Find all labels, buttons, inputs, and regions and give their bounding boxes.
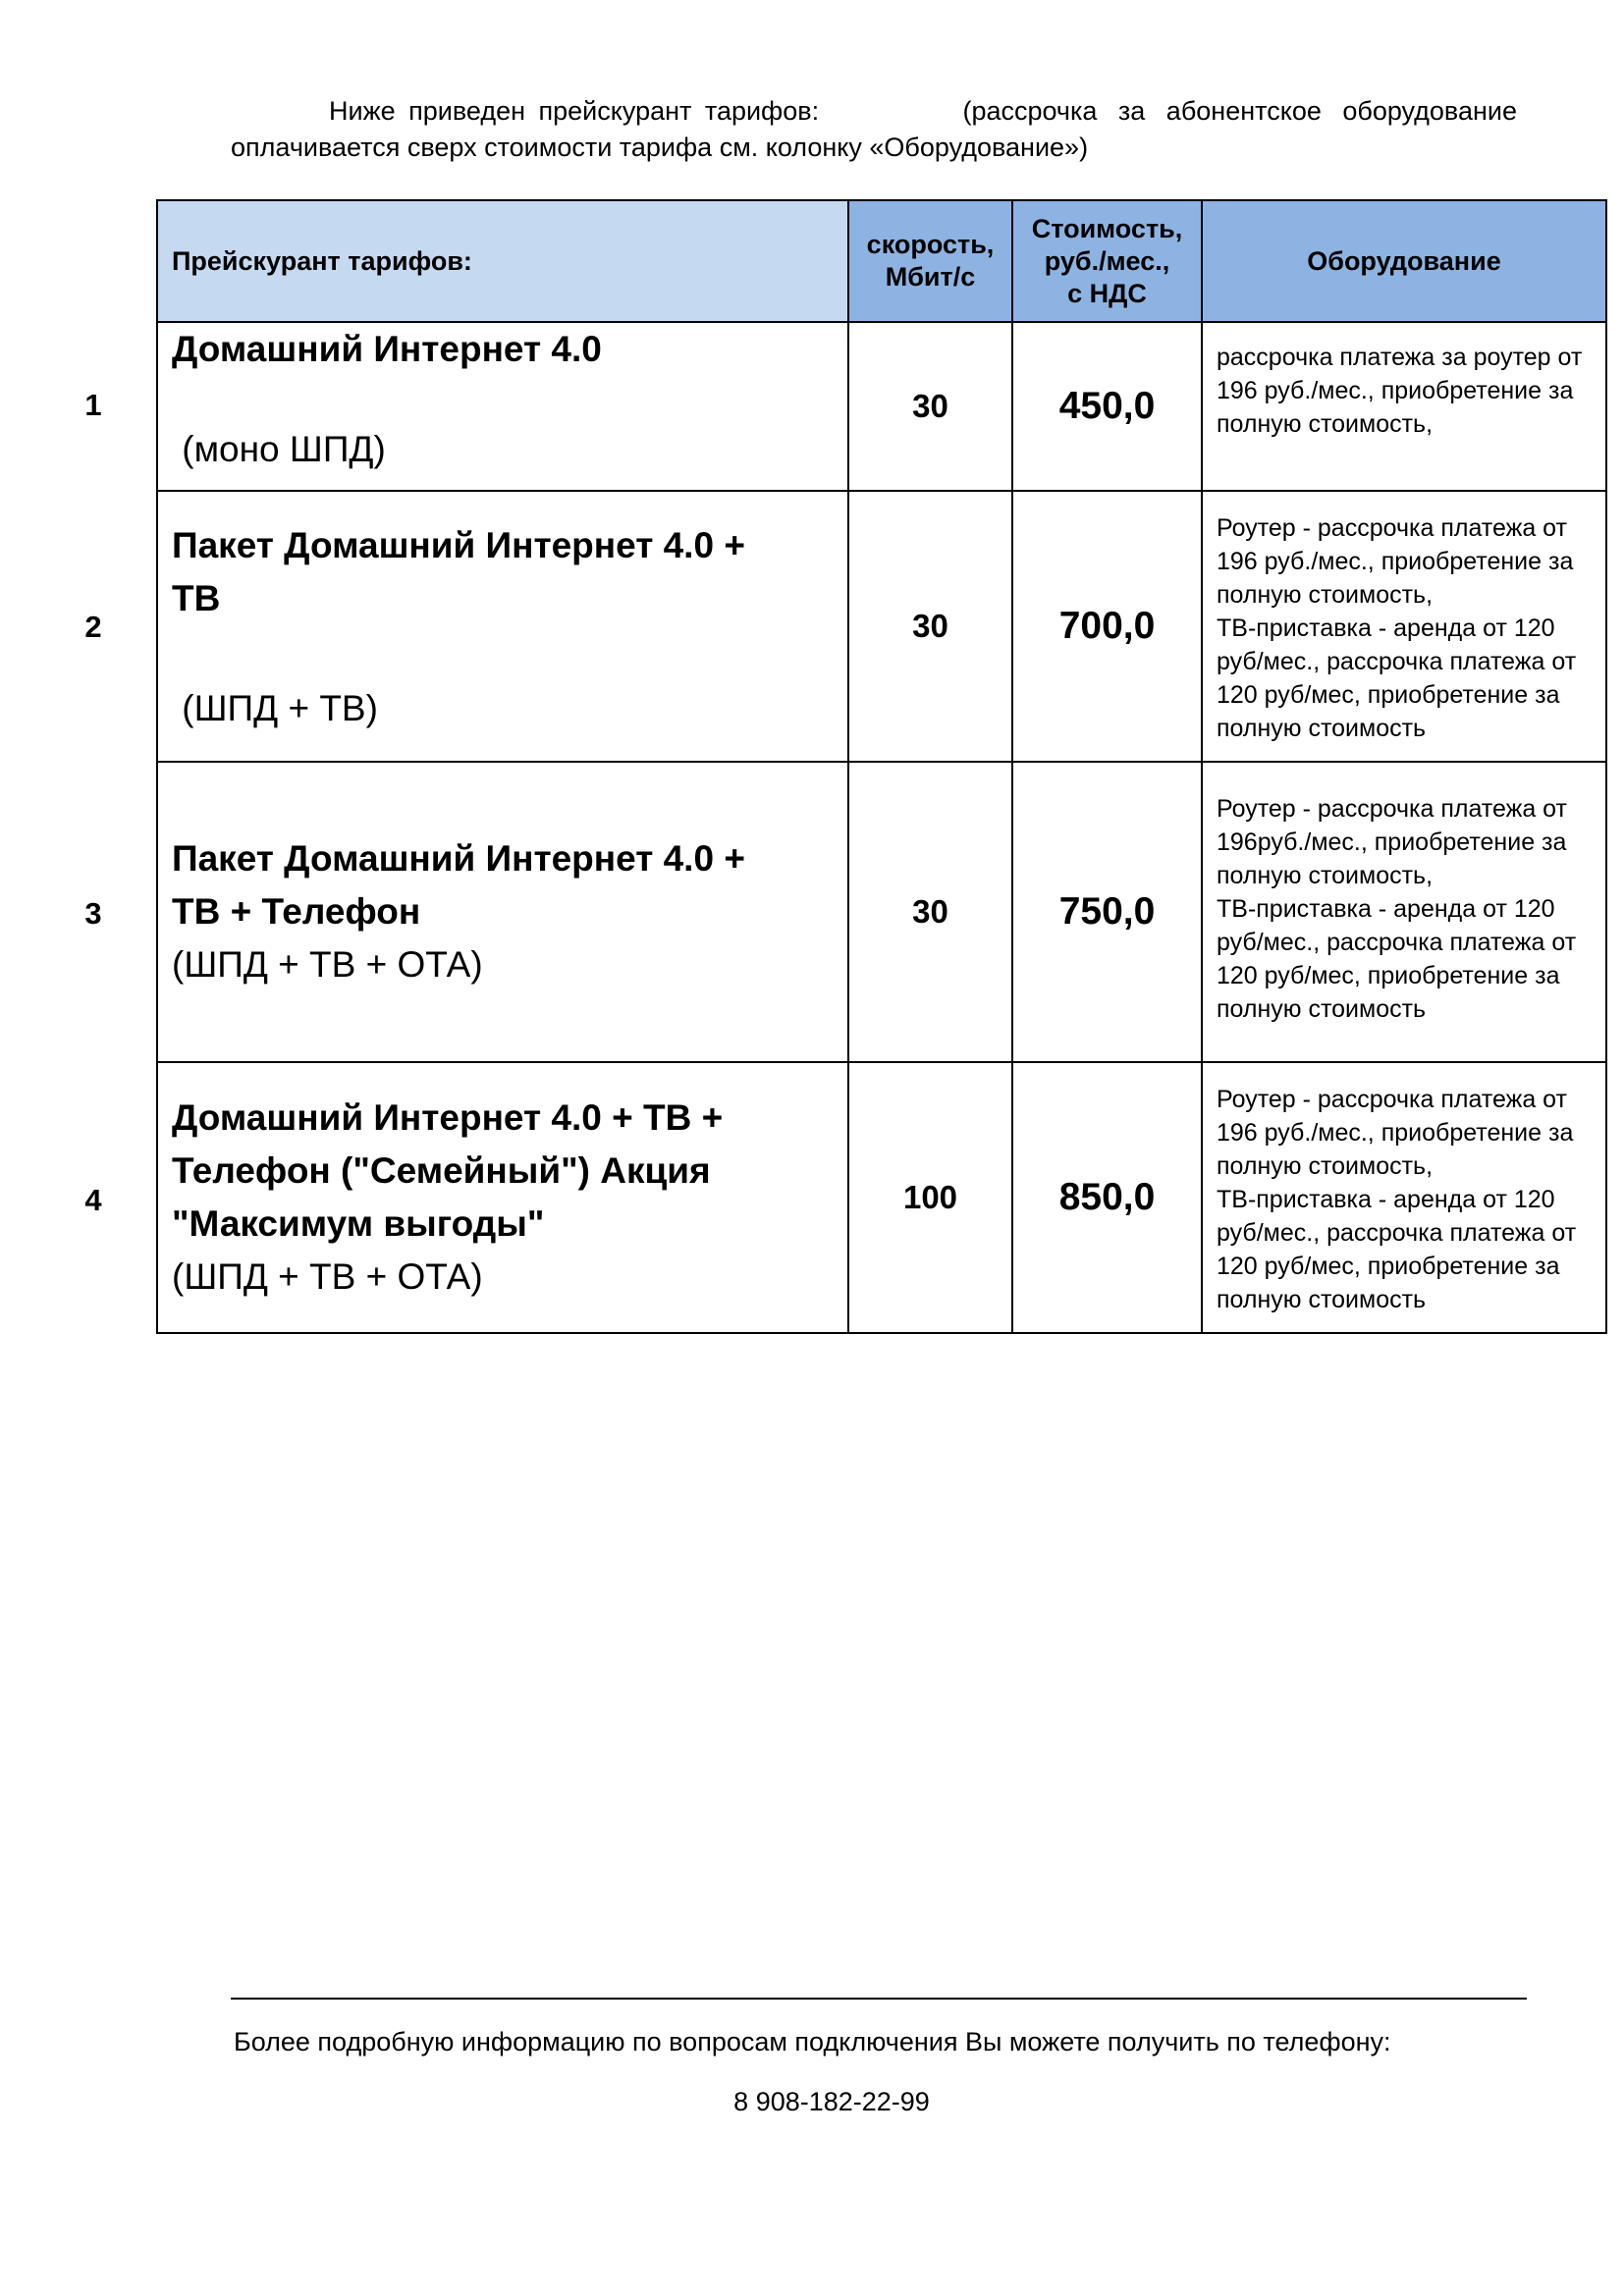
tariff-name: Домашний Интернет 4.0 — [172, 329, 602, 369]
equipment-line: руб/мес., рассрочка платежа от — [1217, 1219, 1577, 1247]
tariff-name: Домашний Интернет 4.0 + ТВ + — [172, 1097, 724, 1138]
table-row — [157, 491, 1606, 762]
intro-line-1 — [231, 93, 1517, 130]
speed-value: 30 — [848, 762, 1012, 1062]
equipment-line: полную стоимость — [1217, 715, 1427, 742]
footer-phone-number: 8 908-182-22-99 — [733, 2087, 930, 2116]
equipment-line: полную стоимость, — [1217, 862, 1434, 889]
tariff-name: Пакет Домашний Интернет 4.0 + — [172, 838, 745, 879]
header-cost-line: руб./мес., — [1044, 245, 1170, 276]
speed-value: 100 — [848, 1062, 1012, 1333]
cost-value: 450,0 — [1012, 322, 1202, 491]
tariff-name: ТВ — [172, 578, 221, 618]
row-number: 4 — [84, 1183, 102, 1217]
equipment-line: 196 руб./мес., приобретение за — [1217, 548, 1574, 575]
table-header-row — [157, 200, 1606, 322]
equipment-line: полную стоимость — [1217, 995, 1427, 1023]
tariff-type: (ШПД + ТВ + ОТА) — [172, 944, 483, 985]
equipment-line: полную стоимость, — [1217, 581, 1434, 609]
equipment-line: рассрочка платежа за роутер от — [1217, 344, 1583, 371]
tariff-table — [156, 199, 1607, 1334]
equipment-cell — [1202, 1062, 1606, 1333]
tariff-name-cell — [157, 322, 848, 491]
equipment-line: руб/мес., рассрочка платежа от — [1217, 648, 1577, 675]
tariff-name-cell — [157, 762, 848, 1062]
table-row — [157, 762, 1606, 1062]
tariff-name-cell — [157, 491, 848, 762]
equipment-line: ТВ-приставка - аренда от 120 — [1217, 895, 1555, 923]
table-row — [157, 1062, 1606, 1333]
header-cost-line: Стоимость, — [1031, 213, 1183, 243]
equipment-cell — [1202, 322, 1606, 491]
equipment-line: 120 руб/мес, приобретение за — [1217, 681, 1560, 709]
intro-lead: Ниже приведен прейскурант тарифов: — [329, 96, 820, 126]
cost-value: 750,0 — [1012, 762, 1202, 1062]
equipment-line: полную стоимость, — [1217, 1152, 1434, 1180]
name-spacer — [172, 376, 834, 423]
table-row — [157, 322, 1606, 491]
equipment-line: 120 руб/мес, приобретение за — [1217, 962, 1560, 989]
row-number: 2 — [84, 610, 102, 644]
row-number: 3 — [84, 896, 102, 931]
header-speed-line: скорость, — [866, 230, 995, 259]
equipment-line: полную стоимость — [1217, 1286, 1427, 1313]
intro-paragraph — [231, 93, 1517, 166]
tariff-type: (ШПД + ТВ + ОТА) — [172, 1256, 483, 1297]
tariff-name: "Максимум выгоды" — [172, 1203, 545, 1244]
speed-value: 30 — [848, 322, 1012, 491]
footer-info-text: Более подробную информацию по вопросам подключения Вы можете получить по телефону: — [234, 2027, 1391, 2056]
equipment-line: ТВ-приставка - аренда от 120 — [1217, 1186, 1555, 1213]
header-tariff-name: Прейскурант тарифов: — [157, 200, 848, 322]
equipment-line: 196 руб./мес., приобретение за — [1217, 1119, 1574, 1147]
footer-divider — [231, 1998, 1527, 2000]
cost-value: 700,0 — [1012, 491, 1202, 762]
equipment-line: Роутер - рассрочка платежа от — [1217, 1086, 1567, 1113]
equipment-line: 120 руб/мес, приобретение за — [1217, 1253, 1560, 1280]
speed-value: 30 — [848, 491, 1012, 762]
tariff-type: (ШПД + ТВ) — [172, 688, 378, 728]
header-speed-line: Мбит/с — [885, 262, 976, 292]
cost-value: 850,0 — [1012, 1062, 1202, 1333]
equipment-cell — [1202, 491, 1606, 762]
name-spacer — [172, 625, 834, 682]
tariff-name: Телефон ("Семейный") Акция — [172, 1150, 711, 1191]
equipment-line: ТВ-приставка - аренда от 120 — [1217, 614, 1555, 642]
header-cost-line: с НДС — [1067, 278, 1147, 308]
header-speed — [848, 200, 1012, 322]
tariff-type: (моно ШПД) — [172, 429, 386, 469]
equipment-line: полную стоимость, — [1217, 410, 1434, 438]
tariff-name: ТВ + Телефон — [172, 891, 421, 932]
tariff-name-cell — [157, 1062, 848, 1333]
header-equipment: Оборудование — [1202, 200, 1606, 322]
equipment-line: Роутер - рассрочка платежа от — [1217, 795, 1567, 823]
tariff-name: Пакет Домашний Интернет 4.0 + — [172, 525, 745, 565]
equipment-cell — [1202, 762, 1606, 1062]
intro-line-2: оплачивается сверх стоимости тарифа см. колонку «Оборудование») — [231, 133, 1089, 162]
intro-aside: (рассрочка за абонентское оборудование — [962, 96, 1517, 126]
row-number: 1 — [84, 388, 102, 422]
equipment-line: руб/мес., рассрочка платежа от — [1217, 929, 1577, 956]
equipment-line: Роутер - рассрочка платежа от — [1217, 514, 1567, 542]
equipment-line: 196руб./мес., приобретение за — [1217, 828, 1567, 856]
header-cost — [1012, 200, 1202, 322]
equipment-line: 196 руб./мес., приобретение за — [1217, 377, 1574, 404]
